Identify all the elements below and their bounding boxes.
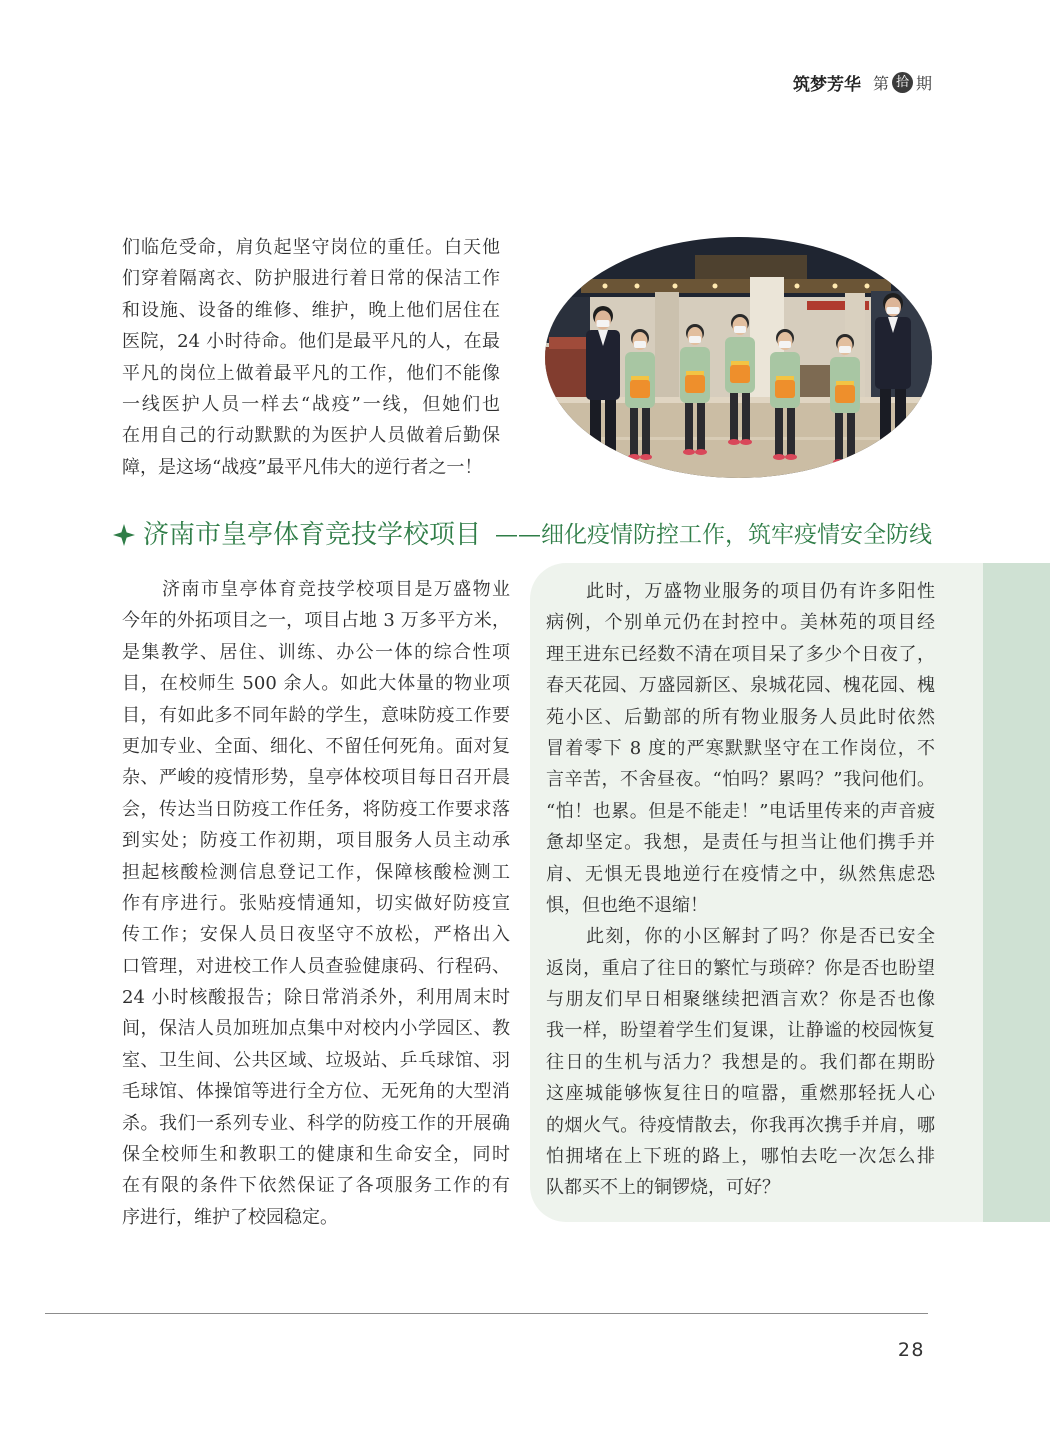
staff-group-photo [545, 237, 932, 478]
body-text-line: 间，保洁人员加班加点集中对校内小学园区、教 [122, 1018, 510, 1040]
paragraph-first-line: 济南市皇亭体育竞技学校项目是万盛物业 [162, 579, 510, 600]
body-text-line: 序进行，维护了校园稳定。 [122, 1206, 338, 1228]
issue-prefix: 第 [872, 73, 889, 93]
body-text-line: 目，在校师生 500 余人。如此大体量的物业项 [122, 673, 510, 695]
body-text-line: 杂、严峻的疫情形势，皇亭体校项目每日召开晨 [122, 767, 510, 789]
body-text-line: 理王进东已经数不清在项目呆了多少个日夜了， [546, 643, 935, 665]
body-text-line: 作有序进行。张贴疫情通知，切实做好防疫宣 [122, 892, 510, 914]
body-text-line: 肩、无惧无畏地逆行在疫情之中，纵然焦虑恐 [546, 863, 935, 885]
issue-number-badge: 拾 [892, 72, 913, 93]
body-text-line: 更加专业、全面、细化、不留任何死角。面对复 [122, 735, 510, 757]
body-text-line: 是集教学、居住、训练、办公一体的综合性项 [122, 641, 510, 663]
section-title: 济南市皇亭体育竞技学校项目 [143, 520, 482, 550]
body-text-line: 和设施、设备的维修、维护，晚上他们居住在 [122, 299, 500, 321]
body-text-line: 惫却坚定。我想，是责任与担当让他们携手并 [546, 832, 935, 854]
body-text-line: 障，是这场“战疫”最平凡伟大的逆行者之一！ [122, 456, 483, 478]
left-column-paragraph [122, 574, 510, 1233]
body-text-line: 与朋友们早日相聚继续把酒言欢？你是否也像 [546, 989, 935, 1011]
body-text-line: 春天花园、万盛园新区、泉城花园、槐花园、槐 [546, 675, 935, 697]
body-text-line: 目，有如此多不同年龄的学生，意味防疫工作要 [122, 704, 510, 726]
body-text-line: 在用自己的行动默默的为医护人员做着后勤保 [122, 425, 500, 447]
body-text-line: 们穿着隔离衣、防护服进行着日常的保洁工作 [122, 268, 500, 290]
body-text-line: 医院，24 小时待命。他们是最平凡的人，在最 [122, 331, 500, 353]
body-text-line: 今年的外拓项目之一，项目占地 3 万多平方米， [122, 610, 510, 632]
paragraph-first-line: 此时，万盛物业服务的项目仍有许多阳性 [586, 581, 935, 602]
footer-rule [45, 1313, 928, 1314]
body-text-line: 惧，但也绝不退缩！ [546, 894, 708, 916]
body-text-line: 毛球馆、体操馆等进行全方位、无死角的大型消 [122, 1081, 510, 1103]
body-text-line: 的烟火气。待疫情散去，你我再次携手并肩，哪 [546, 1114, 935, 1136]
right-column-text [546, 576, 935, 1204]
issue-suffix: 期 [915, 73, 932, 93]
body-text-line: 保全校师生和教职工的健康和生命安全，同时 [122, 1144, 510, 1166]
body-text-line: 在有限的条件下依然保证了各项服务工作的有 [122, 1175, 510, 1197]
body-text-line: 苑小区、后勤部的所有物业服务人员此时依然 [546, 706, 935, 728]
body-text-line: 会，传达当日防疫工作任务，将防疫工作要求落 [122, 798, 510, 820]
body-text-line: 队都买不上的铜锣烧，可好？ [546, 1177, 780, 1199]
body-text-line: 一线医护人员一样去“战疫”一线，但她们也 [122, 393, 500, 415]
four-point-star-icon [113, 524, 135, 546]
photo-illustration [545, 237, 932, 478]
body-text-line: 返岗，重启了往日的繁忙与琐碎？你是否也盼望 [546, 957, 935, 979]
body-text-line: 怕拥堵在上下班的路上，哪怕去吃一次怎么排 [546, 1146, 935, 1168]
body-text-line: 我一样，盼望着学生们复课，让静谧的校园恢复 [546, 1020, 935, 1042]
body-text-line: “怕！也累。但是不能走！”电话里传来的声音疲 [546, 800, 935, 822]
paragraph-first-line: 此刻，你的小区解封了吗？你是否已安全 [586, 926, 935, 948]
body-text-line: 到实处；防疫工作初期，项目服务人员主动承 [122, 830, 510, 852]
body-text-line: 平凡的岗位上做着最平凡的工作，他们不能像 [122, 362, 500, 384]
running-header [793, 68, 932, 96]
body-text-line: 口管理，对进校工作人员查验健康码、行程码、 [122, 955, 510, 977]
body-text-line: 室、卫生间、公共区域、垃圾站、乒乓球馆、羽 [122, 1049, 510, 1071]
body-text-line: 往日的生机与活力？我想是的。我们都在期盼 [546, 1051, 935, 1073]
side-color-strip [983, 563, 1050, 1222]
magazine-title: 筑梦芳华 [792, 74, 861, 95]
body-text-line: 这座城能够恢复往日的喧嚣，重燃那轻抚人心 [546, 1083, 935, 1105]
body-text-line: 24 小时核酸报告；除日常消杀外，利用周末时 [122, 987, 510, 1009]
body-text-line: 担起核酸检测信息登记工作，保障核酸检测工 [122, 861, 510, 883]
body-text-line: 病例，个别单元仍在封控中。美林苑的项目经 [546, 612, 935, 634]
page-number: 28 [897, 1339, 925, 1361]
body-text-line: 杀。我们一系列专业、科学的防疫工作的开展确 [122, 1112, 510, 1134]
body-text-line: 言辛苦，不舍昼夜。“怕吗？累吗？”我问他们。 [546, 769, 935, 791]
section-heading [113, 513, 932, 557]
body-text-line: 冒着零下 8 度的严寒默默坚守在工作岗位，不 [546, 737, 935, 759]
body-text-line: 们临危受命，肩负起坚守岗位的重任。白天他 [122, 237, 500, 258]
section-subtitle: ——细化疫情防控工作，筑牢疫情安全防线 [495, 522, 933, 548]
body-text-line: 传工作；安保人员日夜坚守不放松，严格出入 [122, 924, 510, 946]
intro-paragraph [122, 232, 500, 483]
